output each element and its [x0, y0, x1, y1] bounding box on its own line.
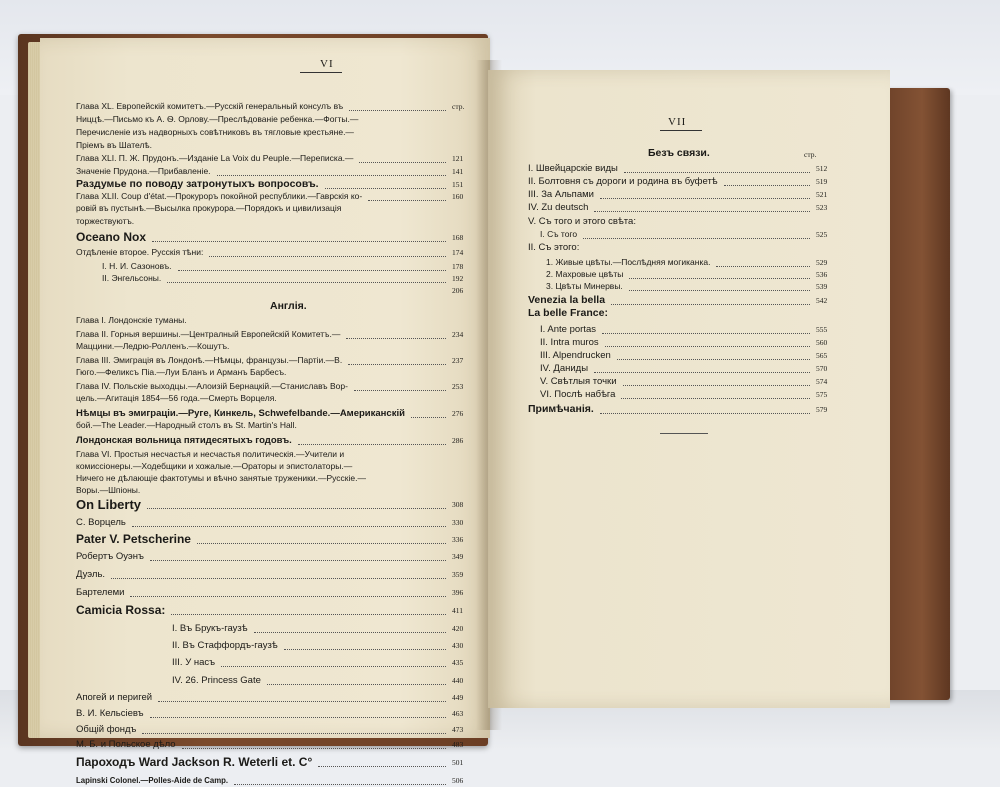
dot-leader	[629, 289, 810, 291]
toc-page-number: 206	[452, 286, 464, 295]
toc-entry: М. Б. и Польское дѣло	[76, 739, 176, 750]
toc-entry: бой.—The Leader.—Народный столъ въ St. Martin's Hall.	[76, 420, 297, 430]
dot-leader	[600, 197, 810, 199]
toc-entry: Дуэль.	[76, 569, 106, 580]
dot-leader	[629, 277, 810, 279]
toc-page-number: 286	[452, 436, 464, 445]
dot-leader	[624, 171, 810, 173]
toc-entry: Глава III. Эмиграція въ Лондонѣ.—Нѣмцы, французы.—Партіи.—В.	[76, 355, 343, 365]
toc-entry: Маццини.—Ледрю-Ролленъ.—Кошутъ.	[76, 341, 230, 351]
right-page-number: VII	[668, 116, 687, 128]
toc-page-number: 579	[816, 405, 828, 414]
toc-page-number: 178	[452, 262, 464, 271]
right-page	[488, 70, 890, 708]
toc-page-number: 512	[816, 164, 828, 173]
toc-entry: IV. Zu deutsch	[528, 202, 589, 213]
toc-entry: III. Alpendrucken	[540, 350, 611, 361]
section-title: Безъ связи.	[648, 147, 710, 159]
dot-leader	[623, 384, 810, 386]
toc-page-number: 501	[452, 758, 464, 767]
toc-entry: 2. Махровые цвѣты	[546, 269, 624, 279]
dot-leader	[150, 716, 446, 718]
toc-page-number: 542	[816, 296, 828, 305]
toc-entry: Ничего не дѣлающіе фактотумы и вѣчно занятые труженики.—Русскіе.—	[76, 473, 366, 483]
toc-entry: IV. Даниды	[540, 363, 589, 374]
toc-entry: Гюго.—Феликсъ Піа.—Луи Бланъ и Арманъ Барбесъ.	[76, 367, 287, 377]
dot-leader	[594, 210, 810, 212]
dot-leader	[167, 281, 446, 283]
dot-leader	[142, 732, 446, 734]
toc-entry: Ниццѣ.—Письмо къ А. Ѳ. Орлову.—Преслѣдованіе ребенка.—Фогты.—	[76, 114, 359, 124]
toc-page-number: 525	[816, 230, 828, 239]
dot-leader	[411, 416, 446, 418]
toc-entry: I. Н. И. Сазоновъ.	[102, 261, 172, 271]
dot-leader	[178, 269, 446, 271]
toc-entry: цель.—Агитація 1854—56 года.—Смерть Ворцеля.	[76, 393, 277, 403]
toc-page-number: 349	[452, 552, 464, 561]
toc-entry: 1. Живые цвѣты.—Послѣдняя могиканка.	[546, 257, 711, 267]
toc-entry: Pater V. Petscherine	[76, 532, 191, 546]
toc-page-number: 160	[452, 192, 464, 201]
dot-leader	[298, 443, 446, 445]
toc-page-number: 463	[452, 709, 464, 718]
toc-page-number: 359	[452, 570, 464, 579]
dot-leader	[221, 665, 446, 667]
dot-leader	[152, 240, 446, 242]
dot-leader	[583, 237, 810, 239]
toc-entry: Пароходъ Ward Jackson R. Weterli et. C°	[76, 755, 313, 769]
toc-entry: Глава IV. Польскіе выходцы.—Алоизій Бернацкій.—Станиславъ Вор-	[76, 381, 348, 391]
left-page	[40, 38, 490, 785]
toc-page-number: 435	[452, 658, 464, 667]
toc-page-number: 396	[452, 588, 464, 597]
toc-page-number: 536	[816, 270, 828, 279]
toc-page-number: 420	[452, 624, 464, 633]
dot-leader	[254, 631, 446, 633]
toc-entry: Глава II. Горныя вершины.—Централный Европейскій Комитетъ.—	[76, 329, 341, 339]
toc-entry: Бартелеми	[76, 587, 125, 598]
toc-page-number: 565	[816, 351, 828, 360]
toc-page-number: 336	[452, 535, 464, 544]
toc-entry: Camicia Rossa:	[76, 603, 166, 617]
toc-entry: Глава VI. Простыя несчастья и несчастья политическія.—Учители и	[76, 449, 345, 459]
toc-entry: I. Въ Брукъ-гаузѣ	[172, 623, 248, 634]
toc-entry: торжествуютъ.	[76, 216, 135, 226]
dot-leader	[611, 303, 810, 305]
toc-entry: I. Швейцарскіе виды	[528, 163, 618, 174]
left-page-number: VI	[320, 58, 334, 70]
toc-entry: Глава I. Лондонскіе туманы.	[76, 315, 187, 325]
dot-leader	[368, 199, 446, 201]
toc-entry: La belle France:	[528, 307, 608, 319]
toc-page-number: 521	[816, 190, 828, 199]
toc-entry: Перечисленіе изъ надворныхъ совѣтниковъ въ тягловые крестьяне.—	[76, 127, 354, 137]
toc-entry: Раздумье по поводу затронутыхъ вопросовъ.	[76, 178, 319, 190]
toc-page-number: 449	[452, 693, 464, 702]
toc-entry: VI. Послѣ набѣга	[540, 389, 616, 400]
toc-page-number: 151	[452, 180, 464, 189]
toc-page-number: 440	[452, 676, 464, 685]
toc-entry: II. Съ этого:	[528, 242, 580, 253]
toc-page-number: 234	[452, 330, 464, 339]
toc-entry: Воры.—Шпіоны.	[76, 485, 141, 495]
toc-entry: V. Съ того и этого свѣта:	[528, 216, 636, 227]
dot-leader	[621, 397, 810, 399]
end-rule	[660, 433, 708, 434]
toc-page-number: 308	[452, 500, 464, 509]
toc-entry: С. Ворцель	[76, 517, 126, 528]
toc-page-number: 276	[452, 409, 464, 418]
dot-leader	[171, 613, 446, 615]
dot-leader	[724, 184, 810, 186]
toc-entry: Лондонская вольница пятидесятыхъ годовъ.	[76, 435, 292, 446]
toc-page-number: 411	[452, 606, 463, 615]
dot-leader	[716, 265, 810, 267]
dot-leader	[158, 700, 446, 702]
dot-leader	[234, 783, 446, 785]
dot-leader	[318, 765, 446, 767]
toc-page-number: 121	[452, 154, 464, 163]
toc-entry: комиссіонеры.—Ходебщики и хожалые.—Ораторы и эпистолаторы.—	[76, 461, 353, 471]
dot-leader	[594, 371, 810, 373]
toc-entry: Нѣмцы въ эмиграціи.—Руге, Кинкель, Schwefelbande.—Американскій	[76, 408, 405, 419]
toc-page-number: 560	[816, 338, 828, 347]
page-col-label: стр.	[804, 150, 817, 159]
toc-entry: II. Болтовня съ дороги и родина въ буфетѣ	[528, 176, 718, 187]
toc-entry: II. Въ Стаффордъ-гаузѣ	[172, 640, 278, 651]
dot-leader	[349, 109, 446, 111]
toc-entry: IV. 26. Princess Gate	[172, 675, 261, 686]
toc-entry: Значеніе Прудона.—Прибавленіе.	[76, 166, 211, 176]
toc-entry: III. За Альпами	[528, 189, 594, 200]
toc-page-number: 575	[816, 390, 828, 399]
dot-leader	[209, 255, 446, 257]
toc-page-number: 519	[816, 177, 828, 186]
dot-leader	[284, 648, 446, 650]
toc-page-number: 529	[816, 258, 828, 267]
dot-leader	[217, 174, 446, 176]
dot-leader	[600, 412, 810, 414]
toc-page-number: 506	[452, 776, 464, 785]
toc-page-number: 555	[816, 325, 828, 334]
toc-page-number: 430	[452, 641, 464, 650]
dot-leader	[132, 525, 446, 527]
toc-page-number: 192	[452, 274, 464, 283]
toc-entry: Venezia la bella	[528, 294, 606, 306]
toc-page-number: 253	[452, 382, 464, 391]
dot-leader	[182, 747, 446, 749]
toc-entry: Робертъ Оуэнъ	[76, 551, 144, 562]
toc-page-number: 141	[452, 167, 464, 176]
dot-leader	[150, 559, 446, 561]
toc-page-number: стр.	[452, 102, 465, 111]
toc-entry: Общій фондъ	[76, 724, 137, 735]
dot-leader	[348, 363, 446, 365]
toc-entry: Lapinski Colonel.—Polles-Aide de Camp.	[76, 776, 229, 785]
toc-entry: Пріемъ въ Шателѣ.	[76, 140, 152, 150]
dot-leader	[359, 161, 446, 163]
dot-leader	[354, 389, 446, 391]
right-page-rule	[660, 130, 702, 131]
toc-entry: 3. Цвѣты Минервы.	[546, 281, 623, 291]
dot-leader	[267, 683, 446, 685]
toc-entry: Отдѣленіе второе. Русскія тѣни:	[76, 247, 204, 257]
dot-leader	[602, 332, 810, 334]
dot-leader	[111, 577, 446, 579]
toc-page-number: 483	[452, 740, 464, 749]
toc-entry: Глава XLI. П. Ж. Прудонъ.—Изданіе La Voix du Peuple.—Переписка.—	[76, 153, 354, 163]
toc-page-number: 174	[452, 248, 464, 257]
toc-entry: Глава XLII. Coup d'état.—Прокуроръ покойной республики.—Гаврскія ко-	[76, 191, 363, 201]
toc-page-number: 330	[452, 518, 464, 527]
dot-leader	[617, 358, 810, 360]
toc-entry: II. Intra muros	[540, 337, 599, 348]
dot-leader	[346, 337, 446, 339]
toc-entry: Oceano Nox	[76, 230, 147, 244]
toc-page-number: 574	[816, 377, 828, 386]
toc-entry: On Liberty	[76, 497, 142, 512]
toc-page-number: 570	[816, 364, 828, 373]
toc-entry: II. Энгельсоны.	[102, 273, 162, 283]
dot-leader	[605, 345, 810, 347]
toc-entry: Англія.	[270, 300, 307, 312]
toc-entry: Примѣчанія.	[528, 403, 594, 415]
toc-entry: III. У насъ	[172, 657, 216, 668]
toc-page-number: 539	[816, 282, 828, 291]
dot-leader	[325, 187, 446, 189]
toc-entry: I. Съ того	[540, 229, 578, 239]
toc-entry: V. Свѣтлыя точки	[540, 376, 617, 387]
left-page-rule	[300, 72, 342, 73]
toc-page-number: 523	[816, 203, 828, 212]
toc-entry: I. Ante portas	[540, 324, 596, 335]
dot-leader	[147, 507, 446, 509]
book-cover-right	[880, 88, 950, 700]
toc-page-number: 473	[452, 725, 464, 734]
toc-entry: Апогей и перигей	[76, 692, 153, 703]
toc-entry: В. И. Кельсіевъ	[76, 708, 144, 719]
dot-leader	[197, 542, 446, 544]
toc-entry: ровій въ пустынѣ.—Высылка прокурора.—Порядокъ и цивилизація	[76, 203, 342, 213]
toc-entry: Глава XL. Европейскій комитетъ.—Русскій генеральный консулъ въ	[76, 101, 344, 111]
dot-leader	[130, 595, 446, 597]
toc-page-number: 168	[452, 233, 464, 242]
toc-page-number: 237	[452, 356, 464, 365]
